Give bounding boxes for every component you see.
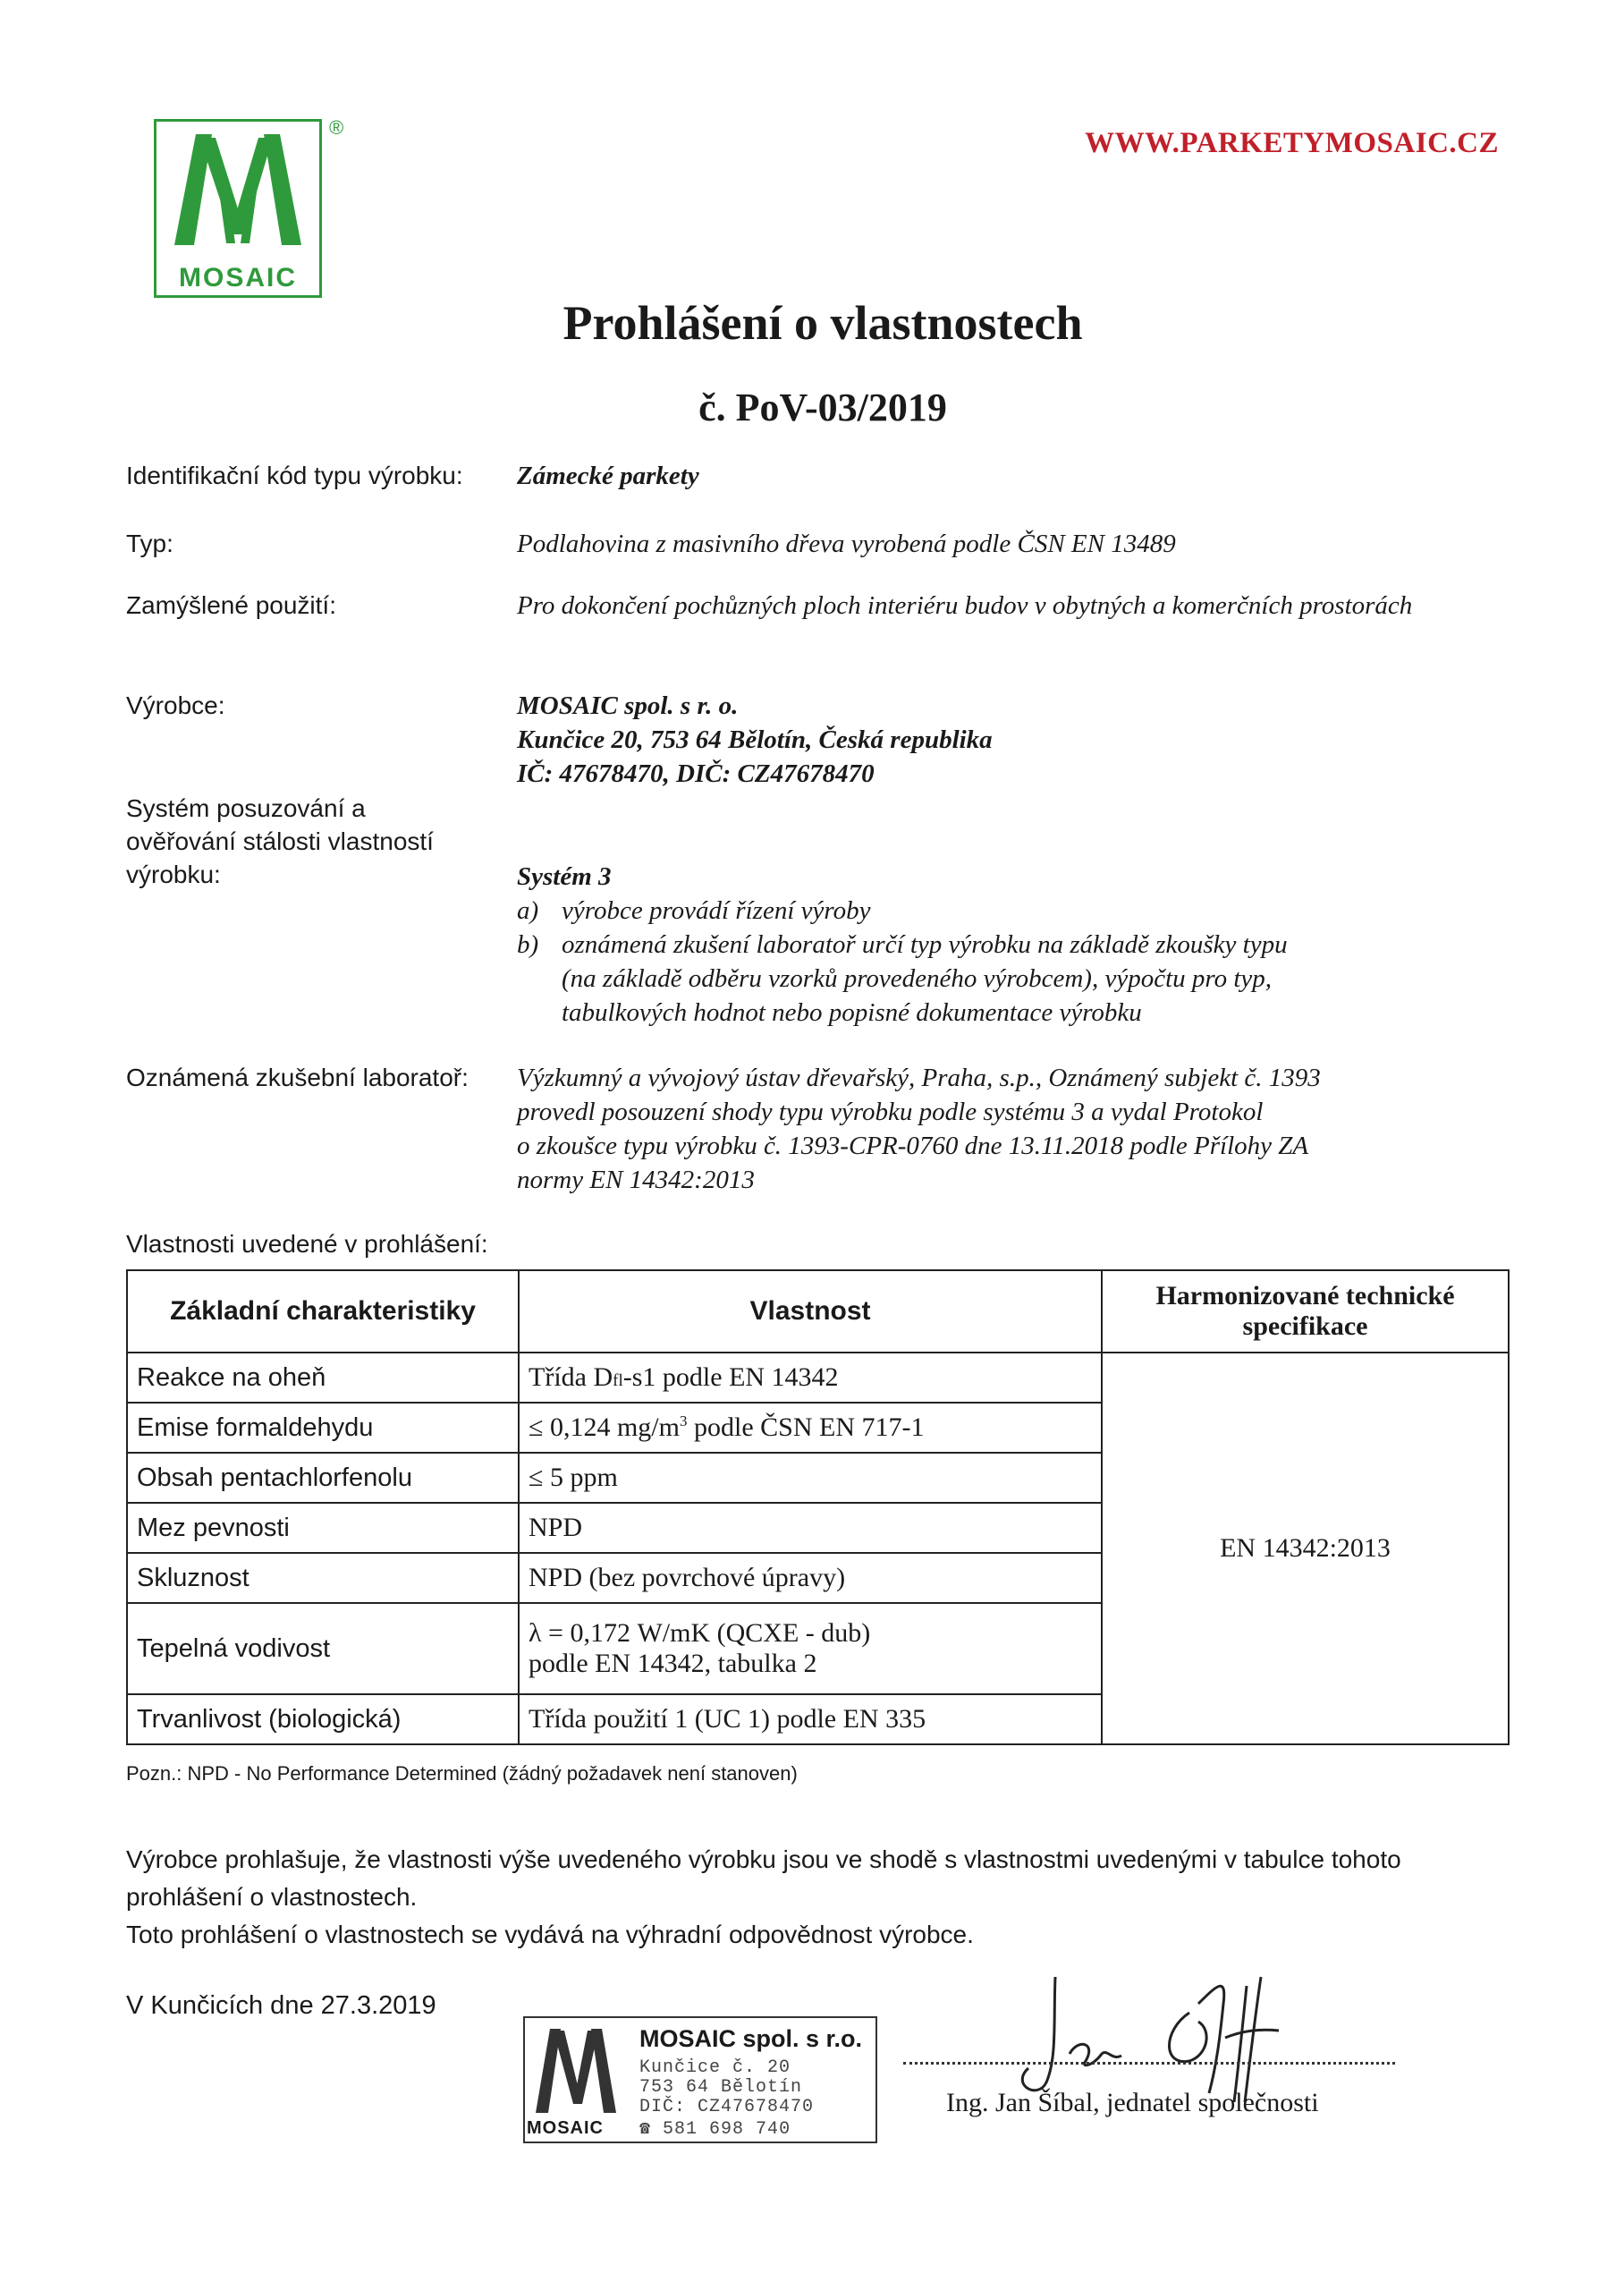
list-marker: b)	[517, 930, 539, 959]
characteristic-cell: Skluznost	[127, 1553, 519, 1603]
list-item-text: výrobce provádí řízení výroby	[562, 896, 871, 925]
intended-use-label: Zamýšlené použití:	[126, 591, 336, 619]
type-value: Podlahovina z masivního dřeva vyrobená podle ČSN EN 13489	[517, 530, 1176, 558]
notified-lab-line: provedl posouzení shody typu výrobku podle systému 3 a vydal Protokol	[517, 1098, 1264, 1126]
table-header-row	[127, 1270, 1509, 1353]
type-label: Typ:	[126, 530, 173, 557]
property-cell: λ = 0,172 W/mK (QCXE - dub) podle EN 14342, tabulka 2	[519, 1603, 1102, 1694]
notified-lab-label: Oznámená zkušební laboratoř:	[126, 1064, 469, 1091]
declaration-paragraph: Toto prohlášení o vlastnostech se vydává na výhradní odpovědnost výrobce.	[126, 1921, 974, 1948]
property-cell: Třída Dfl-s1 podle EN 14342	[519, 1353, 1102, 1403]
list-item-text: (na základě odběru vzorků provedeného výrobcem), výpočtu pro typ,	[562, 964, 1273, 993]
system-item-a	[517, 894, 870, 928]
signature-line	[903, 2062, 1395, 2065]
system-title: Systém 3	[517, 862, 612, 891]
logo-wordmark: MOSAIC	[179, 263, 297, 293]
system-item-b	[517, 928, 1288, 962]
product-code-value: Zámecké parkety	[517, 462, 699, 490]
characteristic-cell: Trvanlivost (biologická)	[127, 1694, 519, 1744]
table-caption: Vlastnosti uvedené v prohlášení:	[126, 1230, 488, 1258]
list-item-text: tabulkových hodnot nebo popisné dokumentace výrobku	[562, 998, 1142, 1027]
list-marker: a)	[517, 896, 539, 925]
spec-cell: EN 14342:2013	[1102, 1353, 1509, 1744]
stamp-line: 753 64 Bělotín	[639, 2077, 803, 2098]
system-label-line: výrobku:	[126, 861, 221, 888]
characteristic-cell: Obsah pentachlorfenolu	[127, 1453, 519, 1503]
signatory-name: Ing. Jan Šíbal, jednatel společnosti	[946, 2088, 1319, 2117]
column-header: Harmonizované technické specifikace	[1102, 1270, 1509, 1353]
mosaic-logo	[154, 119, 322, 298]
column-header: Vlastnost	[519, 1270, 1102, 1353]
registered-mark: ®	[329, 116, 344, 139]
properties-table	[126, 1269, 1510, 1745]
manufacturer-ids: IČ: 47678470, DIČ: CZ47678470	[517, 759, 875, 788]
table-row	[127, 1353, 1509, 1403]
property-cell: ≤ 5 ppm	[519, 1453, 1102, 1503]
system-item-b-cont	[517, 962, 1272, 996]
system-item-b-cont	[517, 996, 1142, 1030]
notified-lab-line: Výzkumný a vývojový ústav dřevařský, Praha, s.p., Oznámený subjekt č. 1393	[517, 1064, 1321, 1092]
mosaic-m-mark	[164, 129, 312, 254]
stamp-logo-mark	[530, 2023, 620, 2120]
table-note: Pozn.: NPD - No Performance Determined (žádný požadavek není stanoven)	[126, 1762, 798, 1785]
manufacturer-name: MOSAIC spol. s r. o.	[517, 691, 739, 720]
stamp-line: ☎ 581 698 740	[639, 2119, 791, 2140]
characteristic-cell: Mez pevnosti	[127, 1503, 519, 1553]
manufacturer-address: Kunčice 20, 753 64 Bělotín, Česká republika	[517, 725, 993, 754]
website-link[interactable]: WWW.PARKETYMOSAIC.CZ	[1085, 127, 1499, 159]
declaration-text	[126, 1841, 1503, 1954]
characteristic-cell: Emise formaldehydu	[127, 1403, 519, 1453]
notified-lab-line: o zkoušce typu výrobku č. 1393-CPR-0760 dne 13.11.2018 podle Přílohy ZA	[517, 1132, 1309, 1160]
declaration-paragraph: Výrobce prohlašuje, že vlastnosti výše uvedeného výrobku jsou ve shodě s vlastnostmi uvedenými v tabulce tohoto prohlášení o vlastnostech.	[126, 1845, 1401, 1911]
stamp-logo-text: MOSAIC	[527, 2118, 604, 2138]
product-code-label: Identifikační kód typu výrobku:	[126, 462, 463, 489]
system-label-line: Systém posuzování a	[126, 794, 366, 822]
property-cell: NPD (bez povrchové úpravy)	[519, 1553, 1102, 1603]
property-cell: NPD	[519, 1503, 1102, 1553]
page-title: Prohlášení o vlastnostech	[562, 296, 1083, 350]
characteristic-cell: Reakce na oheň	[127, 1353, 519, 1403]
property-cell: Třída použití 1 (UC 1) podle EN 335	[519, 1694, 1102, 1744]
system-label-line: ověřování stálosti vlastností	[126, 827, 434, 855]
company-stamp	[523, 2016, 877, 2143]
column-header: Základní charakteristiky	[127, 1270, 519, 1353]
place-date: V Kunčicích dne 27.3.2019	[126, 1991, 436, 2020]
list-item-text: oznámená zkušení laboratoř určí typ výrobku na základě zkoušky typu	[562, 930, 1288, 959]
stamp-line: DIČ: CZ47678470	[639, 2097, 815, 2117]
stamp-line: Kunčice č. 20	[639, 2057, 791, 2078]
handwritten-signature	[894, 1968, 1395, 2102]
notified-lab-line: normy EN 14342:2013	[517, 1166, 755, 1194]
characteristic-cell: Tepelná vodivost	[127, 1603, 519, 1694]
stamp-company: MOSAIC spol. s r.o.	[639, 2025, 863, 2052]
property-cell: ≤ 0,124 $mg/m^3$ podle ČSN EN 717-1	[519, 1403, 1102, 1453]
document-number: č. PoV-03/2019	[698, 386, 947, 429]
manufacturer-label: Výrobce:	[126, 691, 225, 719]
intended-use-value: Pro dokončení pochůzných ploch interiéru budov v obytných a komerčních prostorách	[517, 591, 1413, 620]
